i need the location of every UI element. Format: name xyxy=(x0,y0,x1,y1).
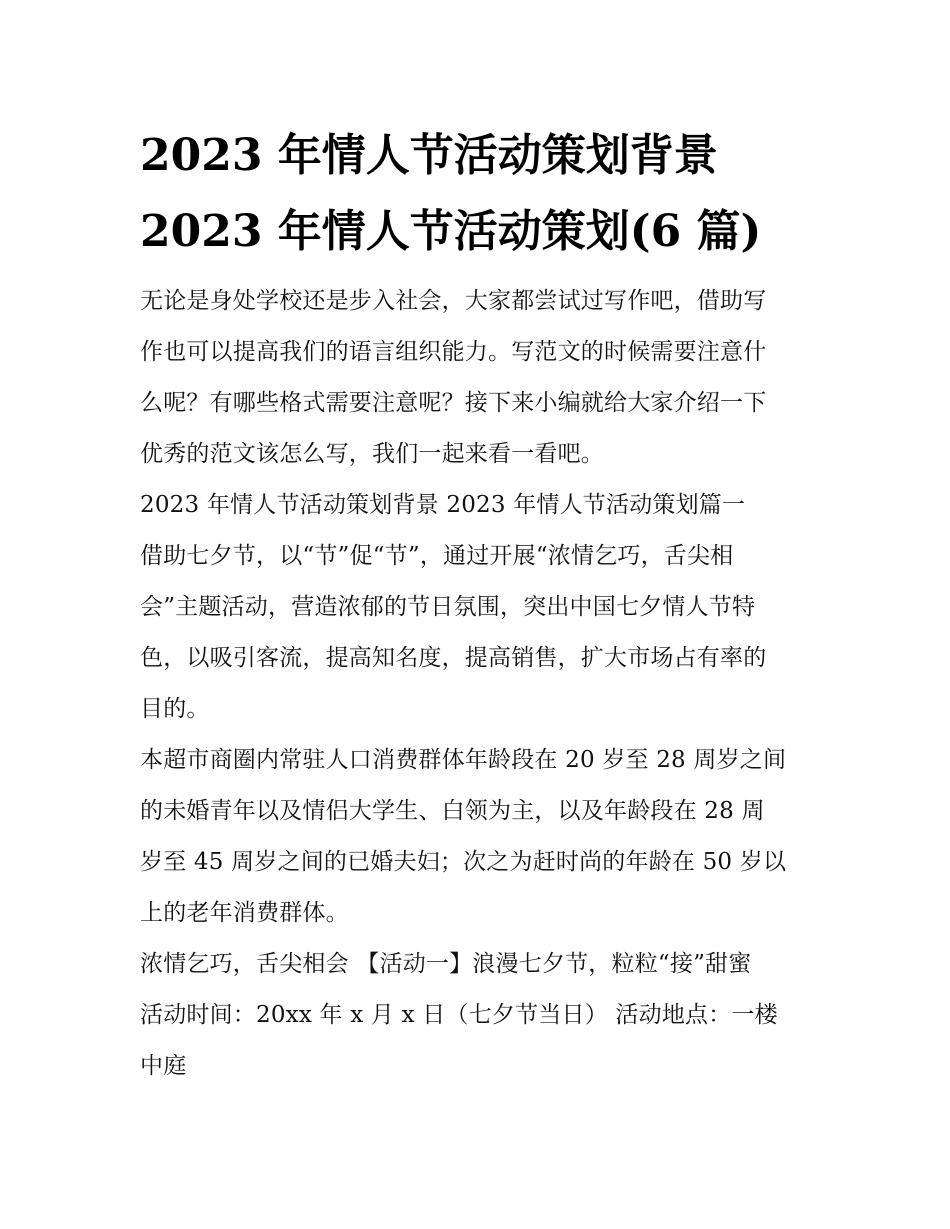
text-line: 活动时间：20xx 年 x 月 x 日（七夕节当日） 活动地点：一楼 xyxy=(140,1002,778,1028)
text-line: 2023 年情人节活动策划背景 2023 年情人节活动策划篇一 xyxy=(140,492,746,518)
text-line: 上的老年消费群体。 xyxy=(140,900,349,926)
text-line: 色，以吸引客流，提高知名度，提高销售，扩大市场占有率的 xyxy=(140,645,767,671)
title-line: 2023 年情人节活动策划背景 xyxy=(140,130,718,181)
activity-paragraph xyxy=(140,939,812,1092)
text-line: 浓情乞巧，舌尖相会 【活动一】浪漫七夕节，粒粒“接”甜蜜 xyxy=(140,951,752,977)
document-title xyxy=(140,118,812,270)
text-line: 的未婚青年以及情侣大学生、白领为主，以及年龄段在 28 周 xyxy=(140,798,765,824)
intro-paragraph xyxy=(140,276,812,480)
text-line: 本超市商圈内常驻人口消费群体年龄段在 20 岁至 28 周岁之间 xyxy=(140,747,787,773)
section-heading-paragraph xyxy=(140,480,812,531)
purpose-paragraph xyxy=(140,531,812,735)
text-line: 作也可以提高我们的语言组织能力。写范文的时候需要注意什 xyxy=(140,339,767,365)
title-line: 2023 年情人节活动策划(6 篇) xyxy=(140,206,762,257)
text-line: 么呢？有哪些格式需要注意呢？接下来小编就给大家介绍一下 xyxy=(140,390,767,416)
text-line: 借助七夕节，以“节”促“节”，通过开展“浓情乞巧，舌尖相 xyxy=(140,543,734,569)
text-line: 目的。 xyxy=(140,696,210,722)
text-line: 中庭 xyxy=(140,1053,187,1079)
text-line: 岁至 45 周岁之间的已婚夫妇；次之为赶时尚的年龄在 50 岁以 xyxy=(140,849,787,875)
text-line: 会”主题活动，营造浓郁的节日氛围，突出中国七夕情人节特 xyxy=(140,594,756,620)
text-line: 无论是身处学校还是步入社会，大家都尝试过写作吧，借助写 xyxy=(140,288,767,314)
audience-paragraph xyxy=(140,735,812,939)
text-line: 优秀的范文该怎么写，我们一起来看一看吧。 xyxy=(140,441,604,467)
document-body xyxy=(140,276,812,1092)
document-page xyxy=(140,118,812,1092)
